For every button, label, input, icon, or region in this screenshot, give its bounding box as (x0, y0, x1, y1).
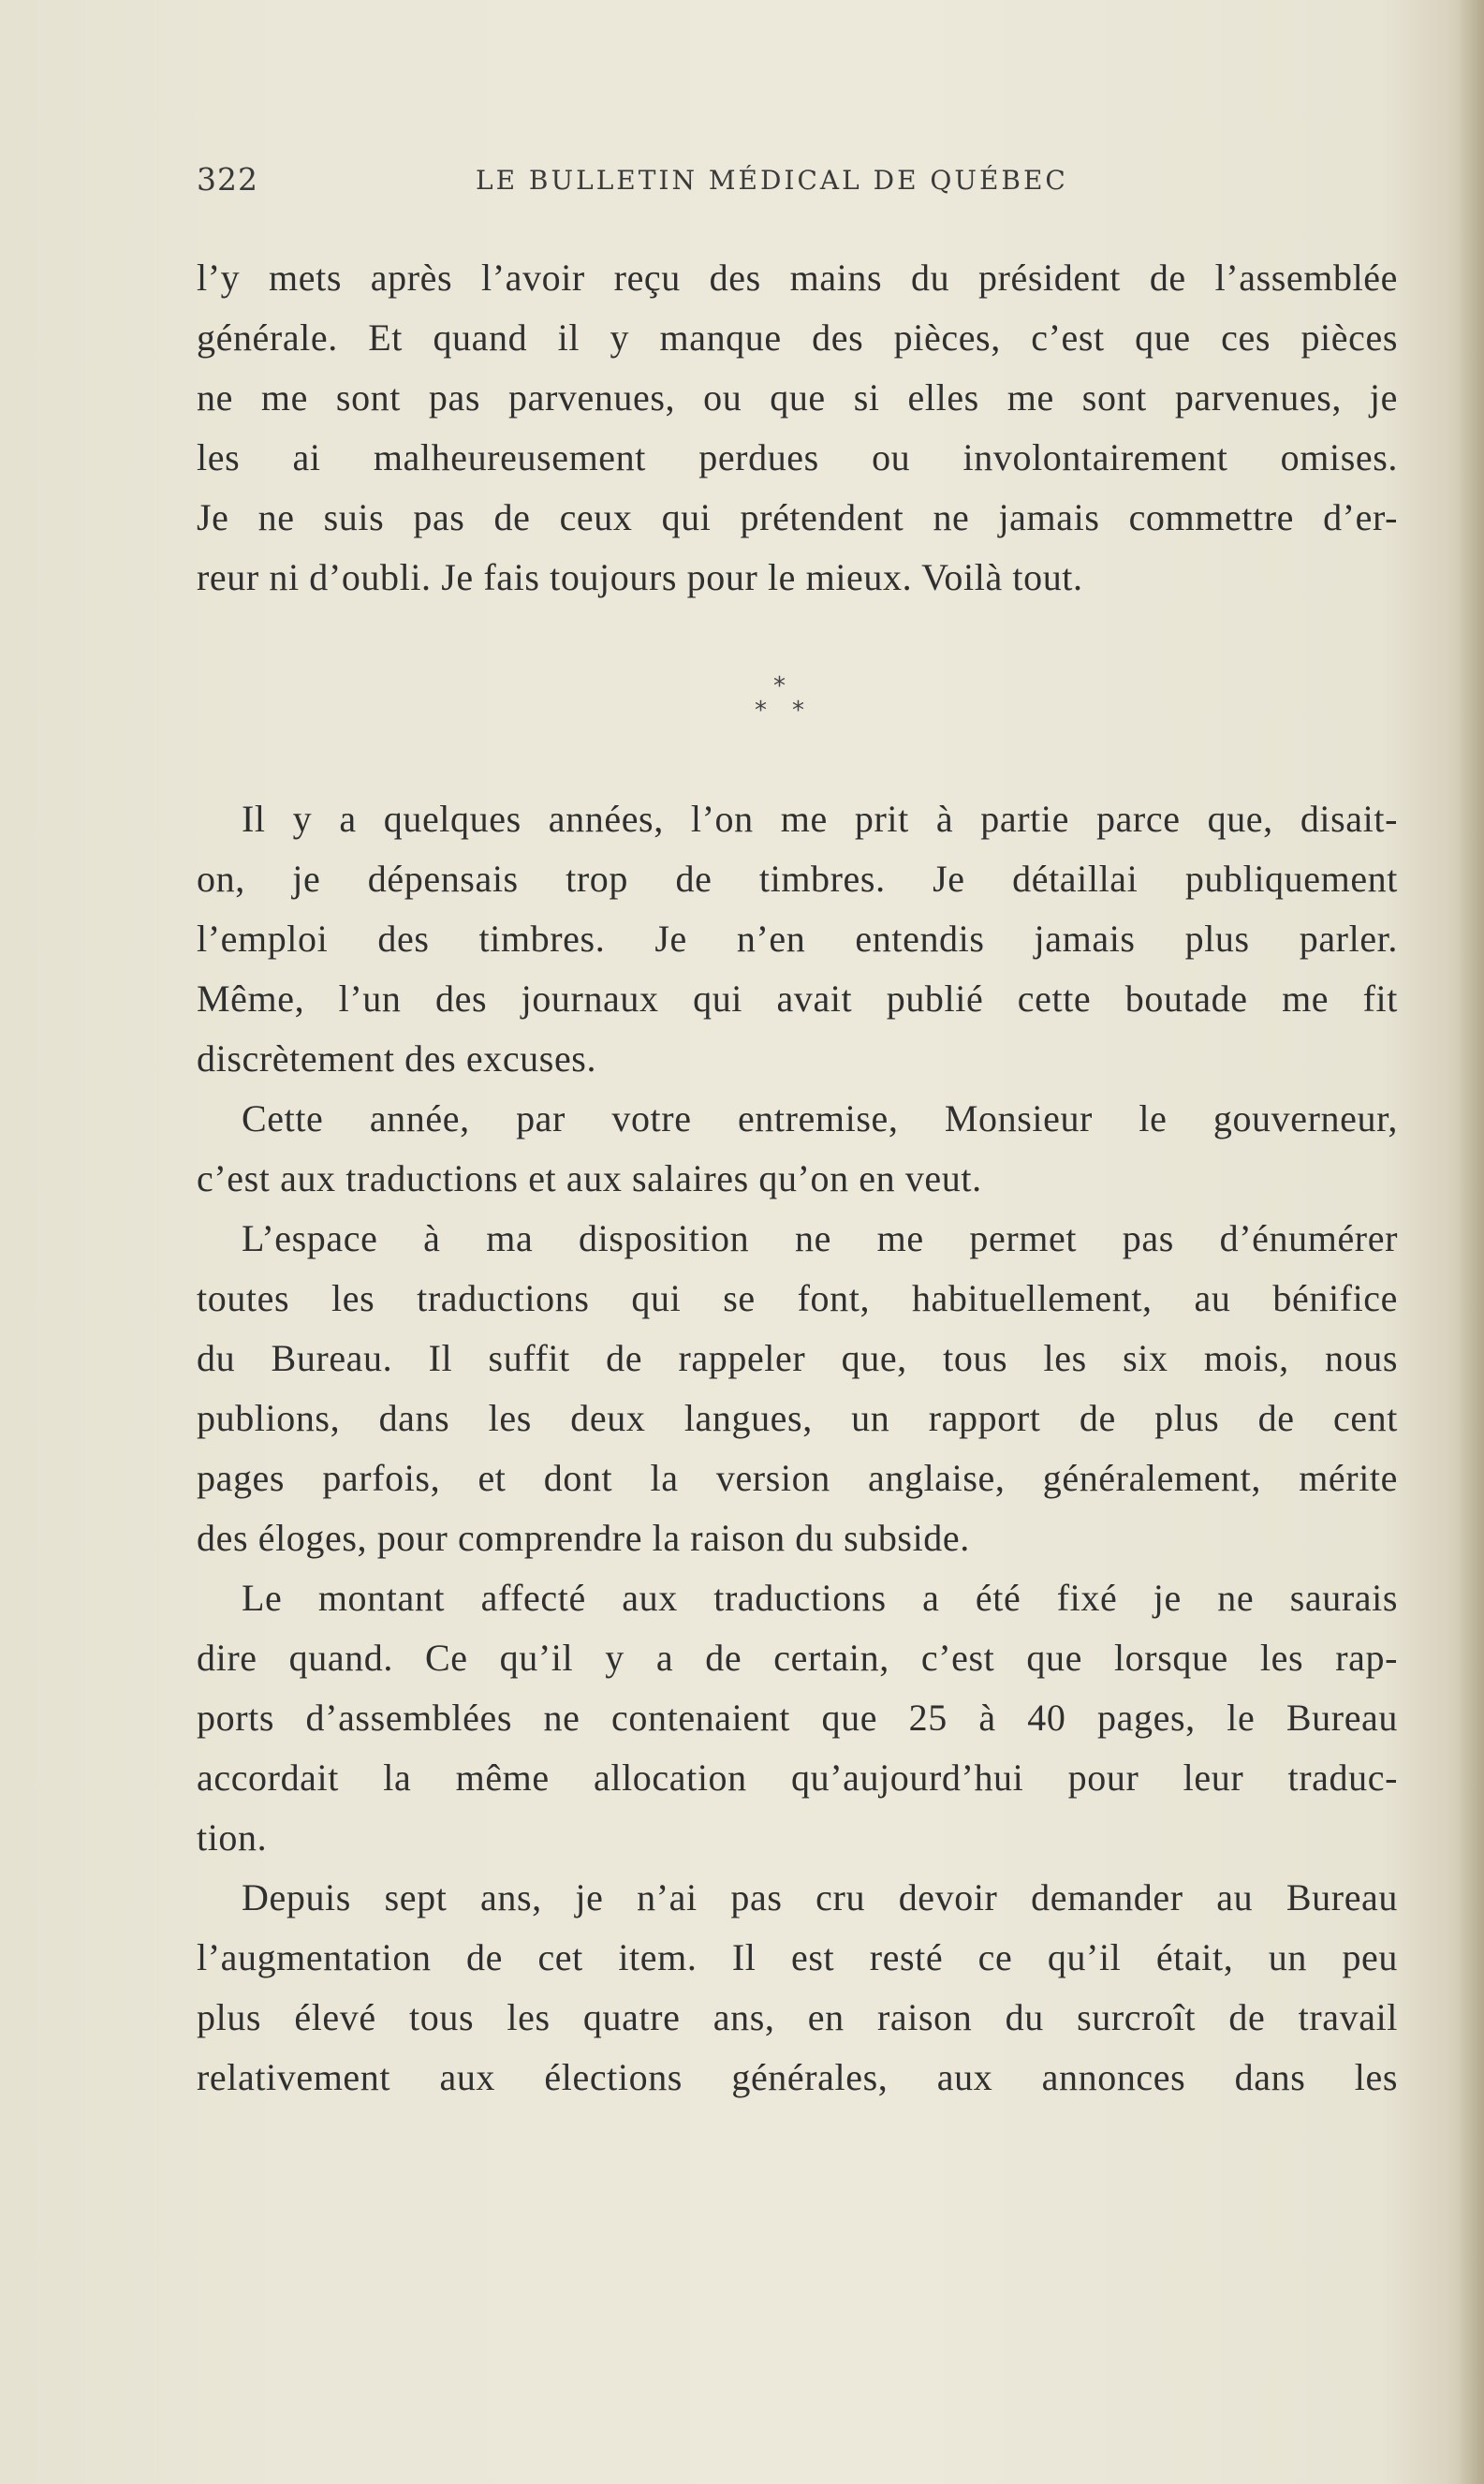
page-number: 322 (197, 161, 258, 198)
asterisk-left: * (755, 697, 767, 725)
text-line: accordait la même allocation qu’aujourd’hui pour leur traduc- (197, 1756, 1398, 1799)
text-line: c’est aux traductions et aux salaires qu’on en veut. (197, 1157, 982, 1199)
running-title: LE BULLETIN MÉDICAL DE QUÉBEC (476, 165, 1068, 196)
text-line: Le montant affecté aux traductions a été fixé je ne saurais (242, 1577, 1398, 1619)
page-header (197, 161, 1404, 208)
asterisk-right: * (792, 697, 804, 725)
paragraph-continuation (197, 248, 1398, 608)
text-line: toutes les traductions qui se font, habituellement, au bénifice (197, 1277, 1398, 1319)
section-body (197, 789, 1398, 2108)
text-line: des éloges, pour comprendre la raison du subside. (197, 1517, 970, 1559)
text-line: générale. Et quand il y manque des pièces, c’est que ces pièces (197, 316, 1398, 359)
page-edge-shadow (1458, 0, 1484, 2484)
text-line: Même, l’un des journaux qui avait publié cette boutade me fit (197, 977, 1398, 1020)
text-line: ports d’assemblées ne contenaient que 25 à 40 pages, le Bureau (197, 1697, 1398, 1739)
text-line: Il y a quelques années, l’on me prit à partie parce que, disait- (242, 798, 1398, 840)
asterisk-top: * (773, 672, 786, 700)
text-line: discrètement des excuses. (197, 1037, 597, 1080)
text-line: du Bureau. Il suffit de rappeler que, tous les six mois, nous (197, 1337, 1398, 1379)
text-line: L’espace à ma disposition ne me permet pas d’énumérer (242, 1217, 1398, 1259)
text-line: Depuis sept ans, je n’ai pas cru devoir demander au Bureau (242, 1876, 1398, 1918)
text-line: publions, dans les deux langues, un rapport de plus de cent (197, 1397, 1398, 1439)
text-line: l’y mets après l’avoir reçu des mains du président de l’assemblée (197, 257, 1398, 299)
text-line: Cette année, par votre entremise, Monsieur le gouverneur, (242, 1097, 1398, 1139)
text-line: reur ni d’oubli. Je fais toujours pour le mieux. Voilà tout. (197, 556, 1083, 598)
section-asterism (755, 674, 811, 730)
text-line: on, je dépensais trop de timbres. Je détaillai publiquement (197, 858, 1398, 900)
text-line: l’augmentation de cet item. Il est resté ce qu’il était, un peu (197, 1936, 1398, 1978)
text-line: tion. (197, 1816, 268, 1859)
text-line: ne me sont pas parvenues, ou que si elles me sont parvenues, je (197, 376, 1398, 419)
text-line: Je ne suis pas de ceux qui prétendent ne jamais commettre d’er- (197, 496, 1398, 538)
text-line: l’emploi des timbres. Je n’en entendis jamais plus parler. (197, 918, 1398, 960)
text-line: dire quand. Ce qu’il y a de certain, c’est que lorsque les rap- (197, 1637, 1398, 1679)
text-line: plus élevé tous les quatre ans, en raison du surcroît de travail (197, 1996, 1398, 2038)
text-line: les ai malheureusement perdues ou involontairement omises. (197, 436, 1398, 478)
text-line: pages parfois, et dont la version anglaise, généralement, mérite (197, 1457, 1398, 1499)
text-line: relativement aux élections générales, aux annonces dans les (197, 2056, 1398, 2098)
